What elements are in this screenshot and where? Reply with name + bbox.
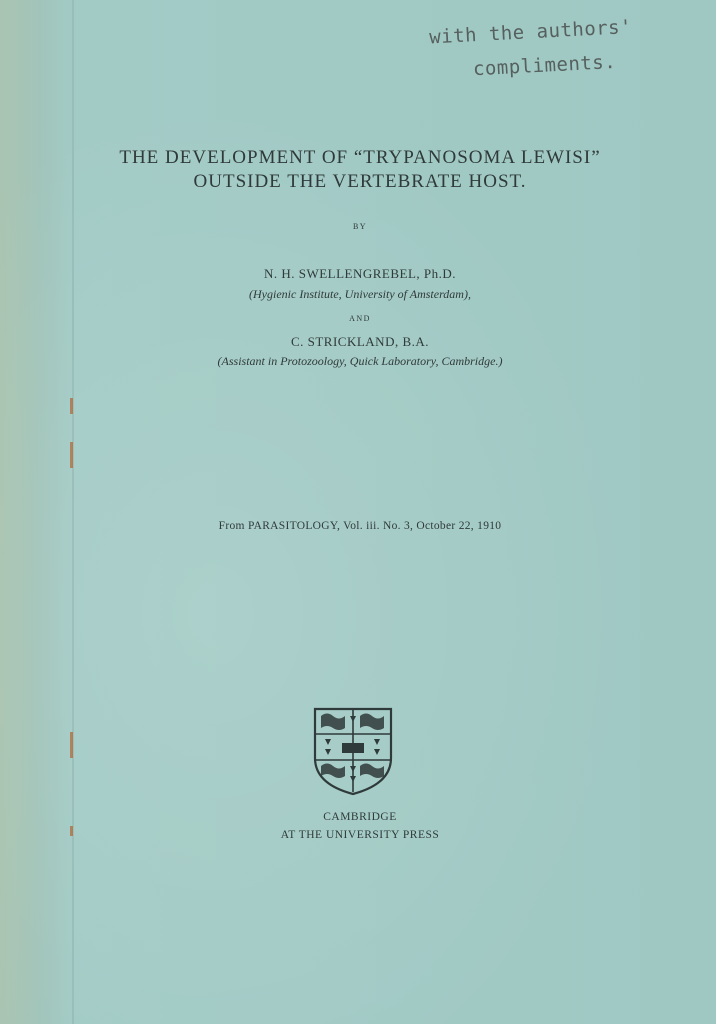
author-1-affiliation: (Hygienic Institute, University of Amsterdam), xyxy=(249,287,471,301)
and-label: AND xyxy=(349,314,371,323)
document-title xyxy=(60,146,660,194)
author-1-name: N. H. SWELLENGREBEL, Ph.D. xyxy=(263,266,457,281)
stamp-line-1: with the authors' xyxy=(428,15,633,49)
university-coat-of-arms-icon xyxy=(312,706,394,796)
title-line-2: OUTSIDE THE VERTEBRATE HOST. xyxy=(193,171,527,192)
author-2-name: C. STRICKLAND, B.A. xyxy=(290,334,430,349)
journal-citation: From PARASITOLOGY, Vol. iii. No. 3, October 22, 1910 xyxy=(218,520,502,532)
by-label: BY xyxy=(352,222,368,231)
rust-mark xyxy=(70,732,73,758)
publisher-name: AT THE UNIVERSITY PRESS xyxy=(280,829,440,841)
authors-stamp xyxy=(418,7,691,89)
stamp-line-2: compliments. xyxy=(472,50,617,81)
publisher-city: CAMBRIDGE xyxy=(323,811,397,823)
author-2-affiliation: (Assistant in Protozoology, Quick Laboratory, Cambridge.) xyxy=(217,354,503,368)
rust-mark xyxy=(70,442,73,468)
rust-mark xyxy=(70,398,73,414)
title-line-1: THE DEVELOPMENT OF “TRYPANOSOMA LEWISI” xyxy=(119,147,601,168)
